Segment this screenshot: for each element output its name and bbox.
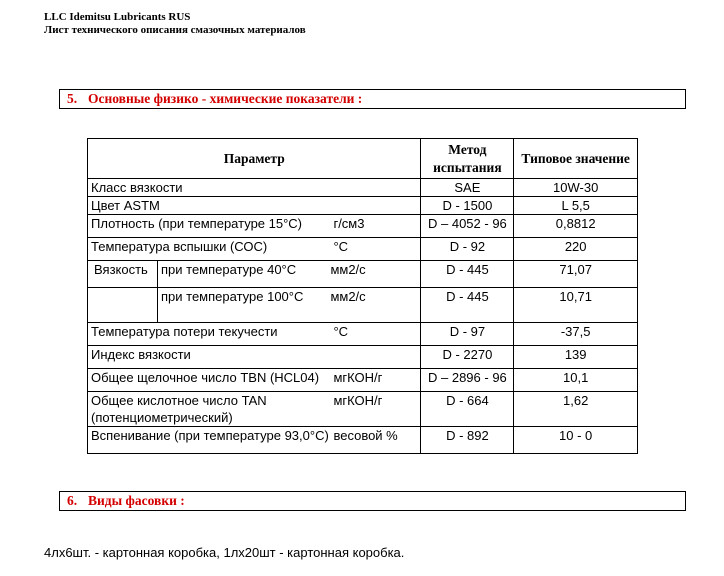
section-5-number: 5. bbox=[67, 91, 78, 106]
table-row bbox=[88, 392, 638, 427]
param-subcondition: при температуре 100°С bbox=[161, 289, 304, 304]
param-method: D - 97 bbox=[421, 323, 514, 346]
table-row bbox=[88, 179, 638, 197]
table-row bbox=[88, 427, 638, 454]
param-method: D - 664 bbox=[421, 392, 514, 427]
param-value: 10W-30 bbox=[514, 179, 638, 197]
param-value: 139 bbox=[514, 346, 638, 369]
param-unit: мгКОН/г bbox=[333, 370, 383, 385]
param-name: Цвет ASTM bbox=[91, 198, 160, 213]
param-method: D - 445 bbox=[421, 261, 514, 288]
param-method: SAE bbox=[421, 179, 514, 197]
param-value: L 5,5 bbox=[514, 197, 638, 215]
param-unit: г/см3 bbox=[333, 216, 365, 231]
param-subcondition: при температуре 40°С bbox=[161, 262, 297, 277]
table-row bbox=[88, 346, 638, 369]
table-row bbox=[88, 323, 638, 346]
param-value: 71,07 bbox=[514, 261, 638, 288]
param-method: D - 1500 bbox=[421, 197, 514, 215]
param-value: 220 bbox=[514, 238, 638, 261]
param-unit bbox=[333, 179, 417, 196]
param-name: Класс вязкости bbox=[91, 180, 183, 195]
param-name: Температура вспышки (СОС) bbox=[91, 239, 268, 254]
section-6-title: Виды фасовки : bbox=[88, 493, 185, 508]
param-method: D - 92 bbox=[421, 238, 514, 261]
table-row bbox=[88, 261, 638, 288]
header-typical-value: Типовое значение bbox=[514, 139, 638, 179]
param-unit: мгКОН/г bbox=[333, 393, 383, 408]
table-header-row bbox=[88, 139, 638, 179]
param-method: D - 445 bbox=[421, 288, 514, 323]
param-value: 10 - 0 bbox=[514, 427, 638, 454]
param-method: D – 4052 - 96 bbox=[421, 215, 514, 238]
header-parameter: Параметр bbox=[88, 139, 421, 179]
param-name: Индекс вязкости bbox=[91, 347, 191, 362]
packaging-text: 4лх6шт. - картонная коробка, 1лх20шт - картонная коробка. bbox=[44, 545, 405, 560]
parameters-table bbox=[87, 138, 638, 454]
table-row bbox=[88, 215, 638, 238]
company-name: LLC Idemitsu Lubricants RUS bbox=[44, 11, 191, 23]
param-value: 0,8812 bbox=[514, 215, 638, 238]
param-name: Вязкость bbox=[94, 262, 148, 277]
table-row bbox=[88, 197, 638, 215]
param-method: D - 892 bbox=[421, 427, 514, 454]
section-6-number: 6. bbox=[67, 493, 78, 508]
param-value: 1,62 bbox=[514, 392, 638, 427]
section-5-title: Основные физико - химические показатели : bbox=[88, 91, 363, 106]
section-6-heading bbox=[59, 491, 686, 511]
param-unit bbox=[333, 197, 417, 214]
table-row bbox=[88, 238, 638, 261]
param-name: Плотность (при температуре 15°С) bbox=[91, 216, 303, 231]
section-5-heading bbox=[59, 89, 686, 109]
param-unit: мм2/с bbox=[330, 289, 366, 304]
table-row bbox=[88, 288, 638, 323]
param-value: 10,1 bbox=[514, 369, 638, 392]
param-name-continued: (потенциометрический) bbox=[91, 410, 233, 425]
param-name: Температура потери текучести bbox=[91, 324, 278, 339]
param-name: Общее кислотное число TAN bbox=[91, 393, 267, 408]
param-unit bbox=[333, 346, 417, 363]
param-value: 10,71 bbox=[514, 288, 638, 323]
table-row bbox=[88, 369, 638, 392]
param-name: Общее щелочное число TBN (HCL04) bbox=[91, 370, 320, 385]
header-method: Метод испытания bbox=[421, 139, 514, 179]
param-name: Вспенивание (при температуре 93,0°С) bbox=[91, 428, 329, 443]
param-unit: мм2/с bbox=[330, 262, 366, 277]
param-unit: °С bbox=[333, 324, 349, 339]
param-unit: весовой % bbox=[333, 428, 398, 443]
param-unit: °С bbox=[333, 239, 349, 254]
param-method: D - 2270 bbox=[421, 346, 514, 369]
param-value: -37,5 bbox=[514, 323, 638, 346]
document-subtitle: Лист технического описания смазочных материалов bbox=[44, 24, 306, 36]
param-method: D – 2896 - 96 bbox=[421, 369, 514, 392]
